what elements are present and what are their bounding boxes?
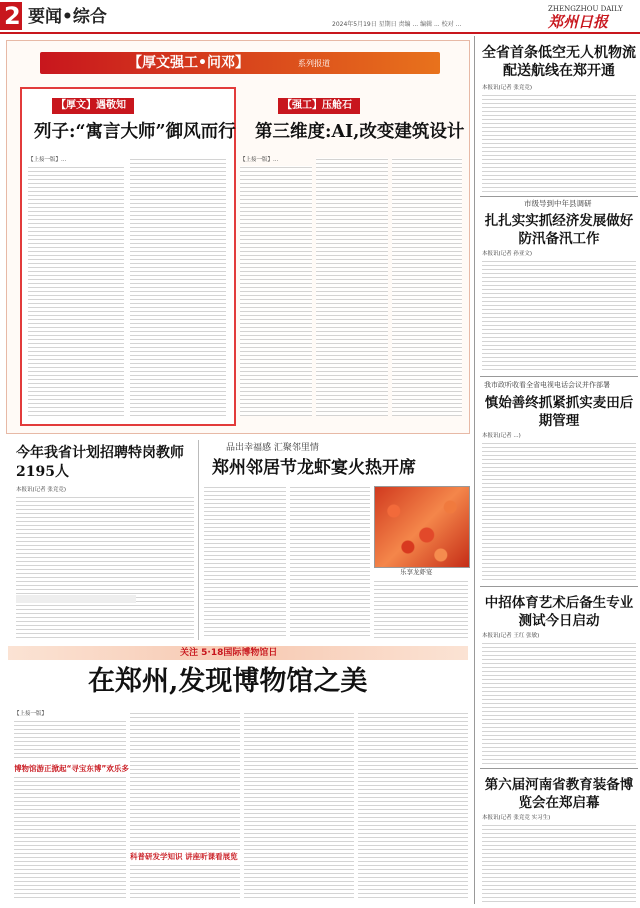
col2-body-a [240,166,312,416]
col2-lead: 【上接一版】... [240,157,279,163]
r-story2-lead: 本报讯(记者 孙亚文) [482,251,533,257]
col1-title: 列子:“寓言大师”御风而行 [34,122,236,142]
col1-body-right [130,158,226,416]
date-editor-line: 2024年5月19日 星期日 责编 ... 编辑 ... 校对 ... [332,21,462,28]
museum-lead: 【上接一版】 [14,711,48,717]
r-story4-lead: 本报讯(记者 王红 张敏) [482,633,540,639]
r-story3-kicker: 我市政听收看全省电视电话会议并作部署 [484,381,610,389]
museum-body-a2 [14,776,126,900]
shrimp-body-c [374,580,468,638]
museum-sub1: 博物馆游正掀起“寻宝东博”欢乐多 [14,764,129,773]
museum-body-d [358,712,468,900]
r-story5-title: 第六届河南省教育装备博览会在郑启幕 [484,777,634,811]
shrimp-kicker: 品出幸福感 汇聚邻里情 [226,443,319,453]
museum-body-b2 [130,864,240,900]
masthead-latin: ZHENGZHOU DAILY [548,5,623,13]
col2-kicker: 【强工】压舱石 [282,100,352,111]
r-story3-lead: 本报讯(记者 ...) [482,433,521,439]
shrimp-body-a [204,486,286,638]
r-story2-body [482,260,636,372]
crayfish-photo [374,486,470,568]
r-story4-body [482,642,636,764]
shrimp-body-b [290,486,370,638]
museum-body-b [130,712,240,850]
col2-body-c [392,158,462,416]
r-story3-body [482,442,636,582]
teachers-title: 今年我省计划招聘特岗教师2195人 [16,445,184,480]
museum-sub2: 科普研发学知识 讲座听课看展览 [130,852,238,861]
teachers-lead: 本报讯(记者 张竞竞) [16,487,67,493]
r-story3-title: 慎始善终抓紧抓实麦田后期管理 [484,395,634,429]
r-story1-title: 全省首条低空无人机物流配送航线在郑开通 [482,45,636,79]
r-story1-lead: 本报讯(记者 张竞竞) [482,85,533,91]
masthead-title: 郑州日报 [548,13,609,31]
r-divider-4 [480,768,638,769]
column-rule-1 [198,440,199,640]
page-header [0,0,640,34]
r-story1-body [482,94,636,192]
museum-body-a [14,720,126,760]
r-story5-body [482,824,636,902]
r-divider-2 [480,376,638,377]
teachers-body [16,496,194,638]
r-divider-3 [480,586,638,587]
series-banner-title: 【厚文强工•问邓】 [128,55,249,71]
col1-lead: 【上接一版】... [28,157,67,163]
r-story5-lead: 本报讯(记者 张竞竞 实习生) [482,815,551,821]
section-name: 要闻•综合 [28,7,107,27]
museum-title: 在郑州,发现博物馆之美 [88,666,368,697]
r-divider-1 [480,196,638,197]
r-section-label: 市级导到中年县调研 [524,199,592,208]
r-story2-title: 扎扎实实抓经济发展做好防汛备汛工作 [484,213,634,247]
page-number: 2 [4,2,21,30]
right-column-rule [474,36,475,904]
col1-body-left [28,166,124,416]
teachers-sub-badge [16,595,136,603]
museum-bar-label: 关注 5·18国际博物馆日 [180,648,278,658]
col2-title: 第三维度:AI,改变建筑设计 [255,122,465,142]
photo-caption: 乐享龙虾宴 [400,568,433,576]
r-story4-title: 中招体育艺术后备生专业测试今日启动 [484,595,634,629]
series-banner-suffix: 系列报道 [298,59,330,68]
shrimp-title: 郑州邻居节龙虾宴火热开席 [212,458,416,478]
col1-kicker: 【厚文】遇敬知 [56,100,126,111]
museum-body-c [244,712,354,900]
col2-body-b [316,158,388,416]
header-rule [0,32,640,34]
